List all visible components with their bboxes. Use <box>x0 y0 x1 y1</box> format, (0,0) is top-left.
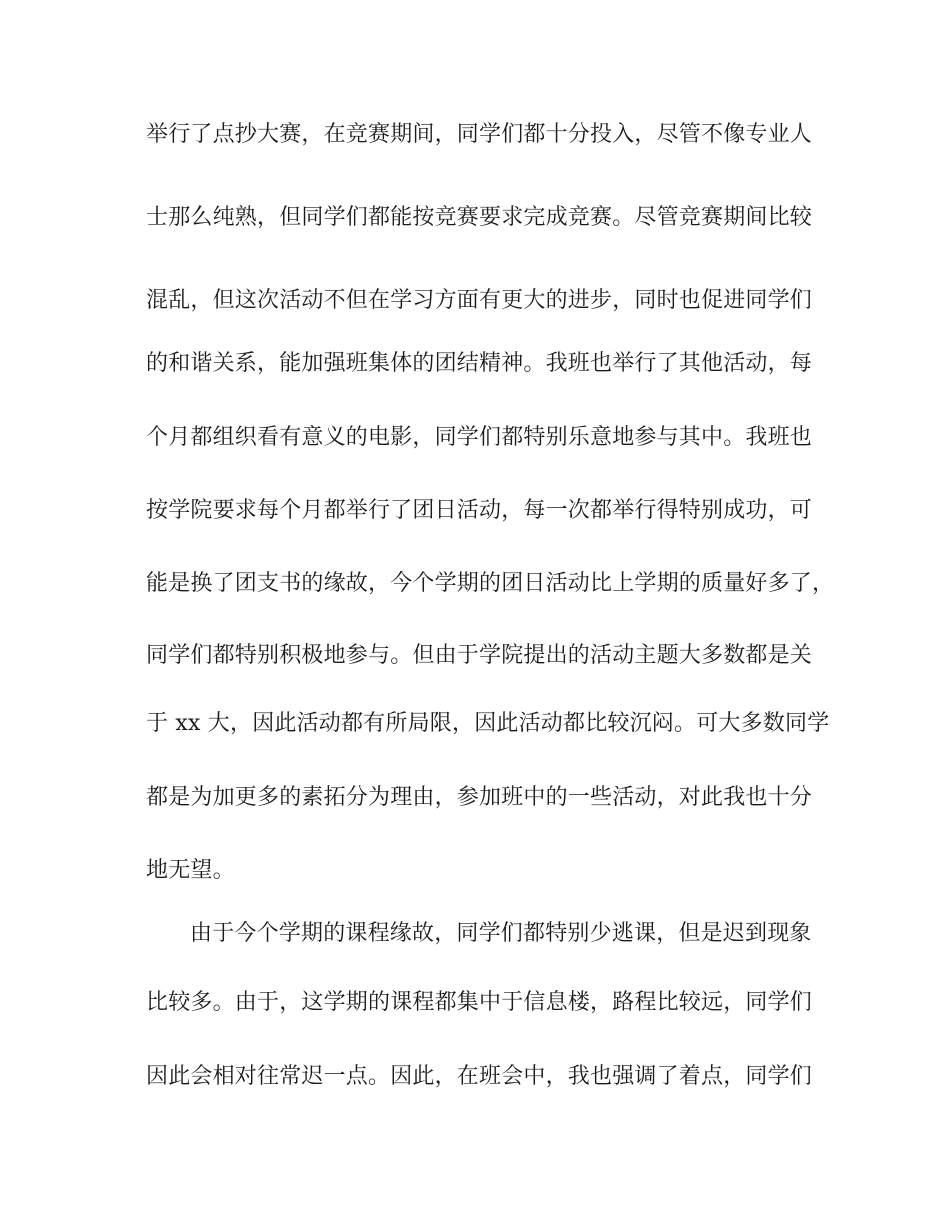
text-line: 按学院要求每个月都举行了团日活动，每一次都举行得特别成功，可 <box>146 498 813 523</box>
text-line: 同学们都特别积极地参与。但由于学院提出的活动主题大多数都是关 <box>146 643 813 668</box>
text-line: 举行了点抄大赛，在竞赛期间，同学们都十分投入，尽管不像专业人 <box>146 122 813 147</box>
text-line: 个月都组织看有意义的电影，同学们都特别乐意地参与其中。我班也 <box>146 425 813 450</box>
text-line: 比较多。由于，这学期的课程都集中于信息楼，路程比较远，同学们 <box>146 990 813 1015</box>
text-line: 于 xx 大，因此活动都有所局限，因此活动都比较沉闷。可大多数同学 <box>146 711 830 736</box>
text-line: 因此会相对往常迟一点。因此，在班会中，我也强调了着点，同学们 <box>146 1064 813 1089</box>
paragraph-first-line: 由于今个学期的课程缘故，同学们都特别少逃课，但是迟到现象 <box>190 921 812 946</box>
text-line: 能是换了团支书的缘故，今个学期的团日活动比上学期的质量好多了， <box>146 571 835 596</box>
text-line: 的和谐关系，能加强班集体的团结精神。我班也举行了其他活动，每 <box>146 351 813 376</box>
text-line: 都是为加更多的素拓分为理由，参加班中的一些活动，对此我也十分 <box>146 785 813 810</box>
text-line: 士那么纯熟，但同学们都能按竞赛要求完成竞赛。尽管竞赛期间比较 <box>146 205 813 230</box>
text-line: 地无望。 <box>146 858 235 883</box>
text-line: 混乱，但这次活动不但在学习方面有更大的进步，同时也促进同学们 <box>146 288 813 313</box>
